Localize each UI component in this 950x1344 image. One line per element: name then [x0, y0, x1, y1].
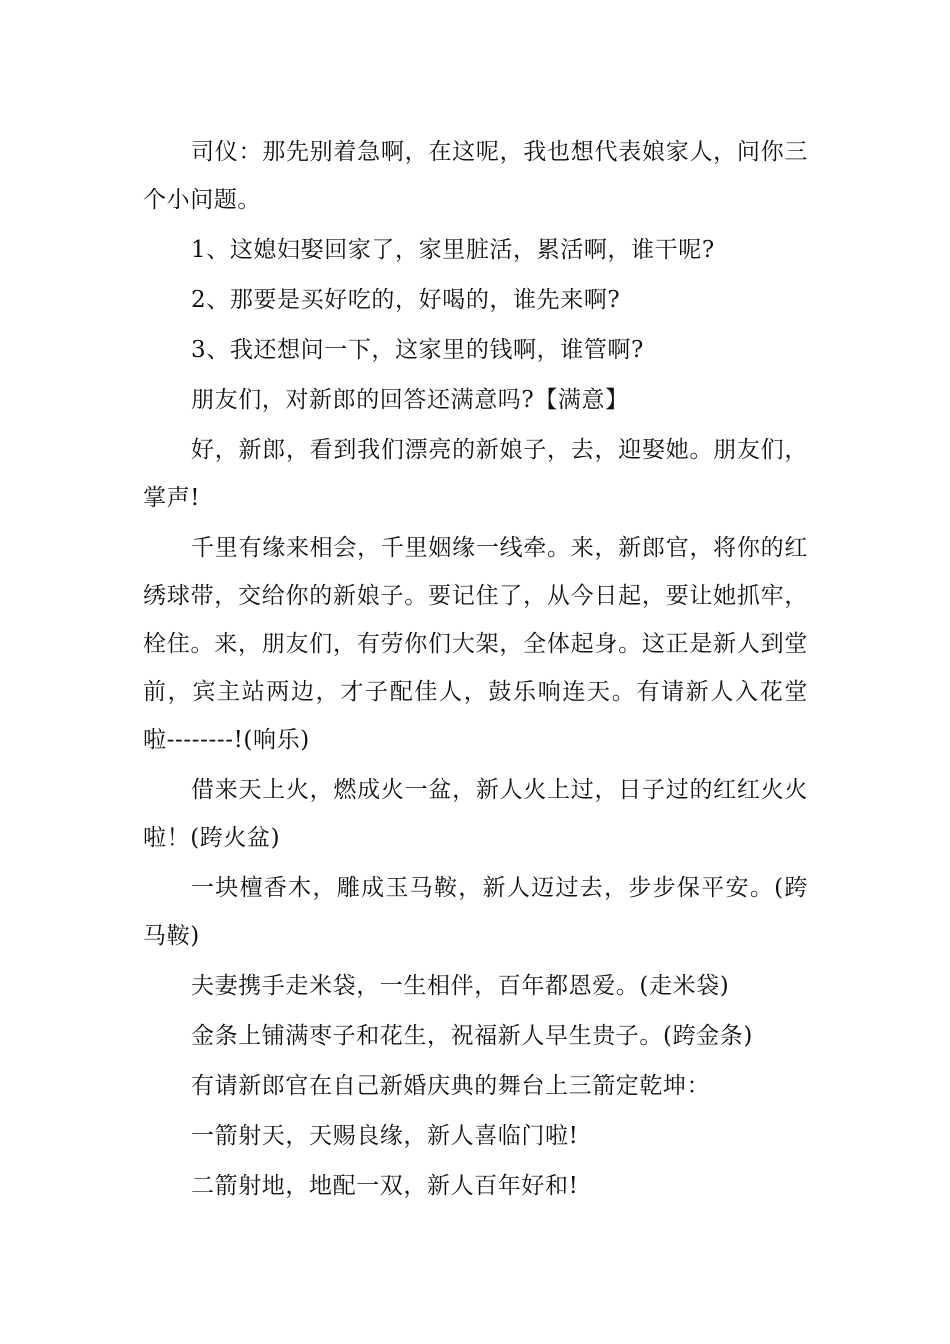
paragraph-question-1: 1、这媳妇娶回家了，家里脏活，累活啊，谁干呢? [191, 237, 715, 263]
paragraph-host-questions-intro: 司仪：那先别着急啊，在这呢，我也想代表娘家人，问你三个小问题。 [143, 139, 808, 213]
paragraph-rice-bag: 夫妻携手走米袋，一生相伴，百年都恩爱。(走米袋) [191, 973, 730, 999]
paragraph-satisfied: 朋友们，对新郎的回答还满意吗?【满意】 [191, 387, 629, 413]
paragraph-arrow-earth: 二箭射地，地配一双，新人百年好和! [191, 1173, 579, 1199]
paragraph-question-2: 2、那要是买好吃的，好喝的，谁先来啊? [191, 287, 621, 313]
document-body [143, 128, 808, 1210]
paragraph-saddle: 一块檀香木，雕成玉马鞍，新人迈过去，步步保平安。(跨马鞍) [143, 875, 808, 949]
paragraph-three-arrows: 有请新郎官在自己新婚庆典的舞台上三箭定乾坤： [191, 1073, 711, 1099]
paragraph-gold-bar: 金条上铺满枣子和花生，祝福新人早生贵子。(跨金条) [191, 1023, 753, 1049]
paragraph-question-3: 3、我还想问一下，这家里的钱啊，谁管啊? [191, 337, 644, 363]
paragraph-arrow-sky: 一箭射天，天赐良缘，新人喜临门啦! [191, 1123, 579, 1149]
paragraph-welcome-bride: 好，新郎，看到我们漂亮的新娘子，去，迎娶她。朋友们，掌声! [143, 437, 808, 511]
paragraph-red-ribbon: 千里有缘来相会，千里姻缘一线牵。来，新郎官，将你的红绣球带，交给你的新娘子。要记住了，从今日起，要让她抓牢，栓住。来，朋友们，有劳你们大架，全体起身。这正是新人到堂前，宾主站两边，才子配佳人，鼓乐响连天。有请新人入花堂啦--------!(响乐) [143, 535, 808, 753]
paragraph-fire-basin: 借来天上火，燃成火一盆，新人火上过，日子过的红红火火啦！(跨火盆) [143, 777, 808, 851]
